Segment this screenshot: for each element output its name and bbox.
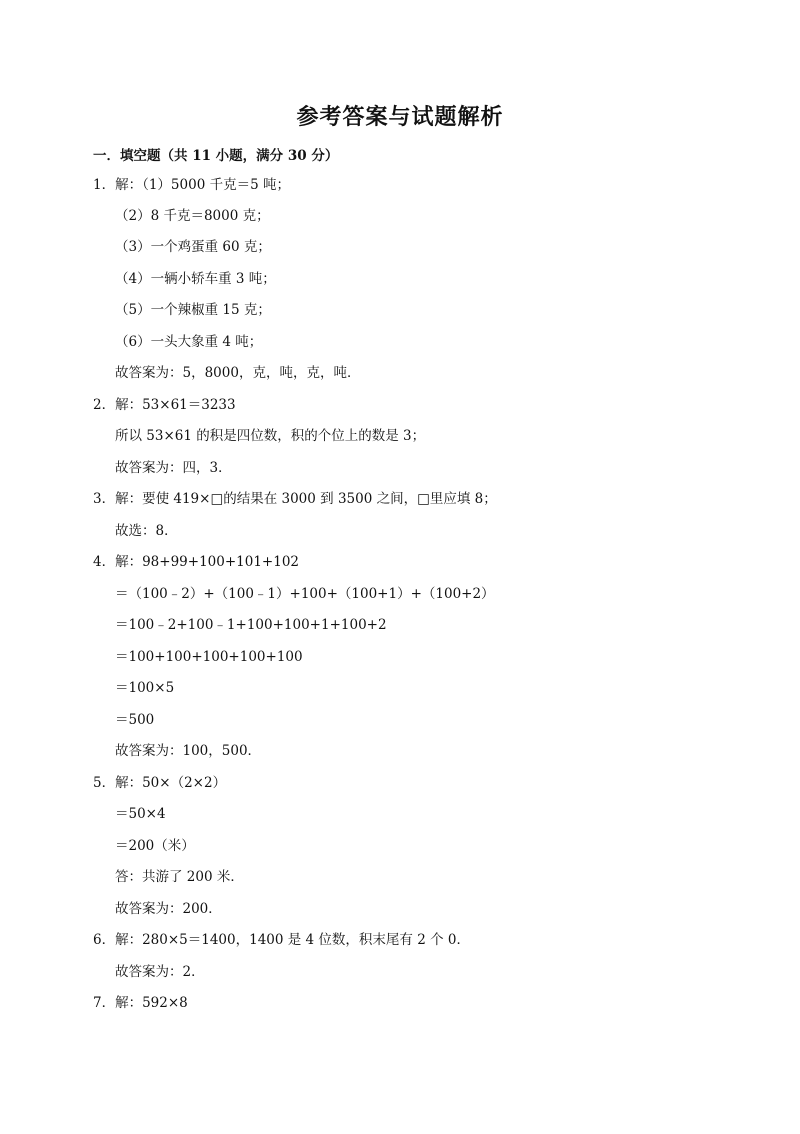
document-title: 参考答案与试题解析 bbox=[296, 104, 504, 130]
answer-line-17: ＝100×5 bbox=[115, 680, 175, 696]
answer-line-14: ＝（100﹣2）+（100﹣1）+100+（100+1）+（100+2） bbox=[115, 586, 495, 602]
answer-line-5: （5）一个辣椒重 15 克； bbox=[115, 302, 271, 318]
answer-line-4: （4）一辆小轿车重 3 吨； bbox=[115, 271, 276, 287]
answer-line-7: 故答案为：5，8000，克，吨，克，吨． bbox=[115, 365, 361, 381]
answer-line-6: （6）一头大象重 4 吨； bbox=[115, 334, 263, 350]
answer-line-1: 1．解：（1）5000 千克＝5 吨； bbox=[93, 177, 290, 193]
answer-line-23: 答：共游了 200 米． bbox=[115, 869, 244, 885]
answer-line-9: 所以 53×61 的积是四位数，积的个位上的数是 3； bbox=[115, 428, 426, 444]
answer-line-26: 故答案为：2． bbox=[115, 964, 205, 980]
answer-line-20: 5．解：50×（2×2） bbox=[93, 775, 227, 791]
answer-line-21: ＝50×4 bbox=[115, 806, 166, 822]
answer-line-12: 故选：8． bbox=[115, 523, 178, 539]
answer-line-27: 7．解：592×8 bbox=[93, 995, 188, 1011]
answer-line-16: ＝100+100+100+100+100 bbox=[115, 649, 303, 665]
answer-line-25: 6．解：280×5＝1400，1400 是 4 位数，积末尾有 2 个 0． bbox=[93, 932, 470, 948]
answer-line-13: 4．解：98+99+100+101+102 bbox=[93, 554, 299, 570]
answer-line-22: ＝200（米） bbox=[115, 838, 195, 854]
answer-line-18: ＝500 bbox=[115, 712, 155, 728]
answer-line-2: （2）8 千克＝8000 克； bbox=[115, 208, 270, 224]
section-heading: 一．填空题（共 11 小题，满分 30 分） bbox=[93, 148, 339, 164]
answer-line-15: ＝100﹣2+100﹣1+100+100+1+100+2 bbox=[115, 617, 387, 633]
answer-line-10: 故答案为：四，3． bbox=[115, 460, 232, 476]
answer-line-8: 2．解：53×61＝3233 bbox=[93, 397, 236, 413]
answer-line-11: 3．解：要使 419×□的结果在 3000 到 3500 之间，□里应填 8； bbox=[93, 491, 497, 507]
answer-line-19: 故答案为：100，500． bbox=[115, 743, 262, 759]
answer-line-24: 故答案为：200． bbox=[115, 901, 222, 917]
answer-line-3: （3）一个鸡蛋重 60 克； bbox=[115, 239, 271, 255]
